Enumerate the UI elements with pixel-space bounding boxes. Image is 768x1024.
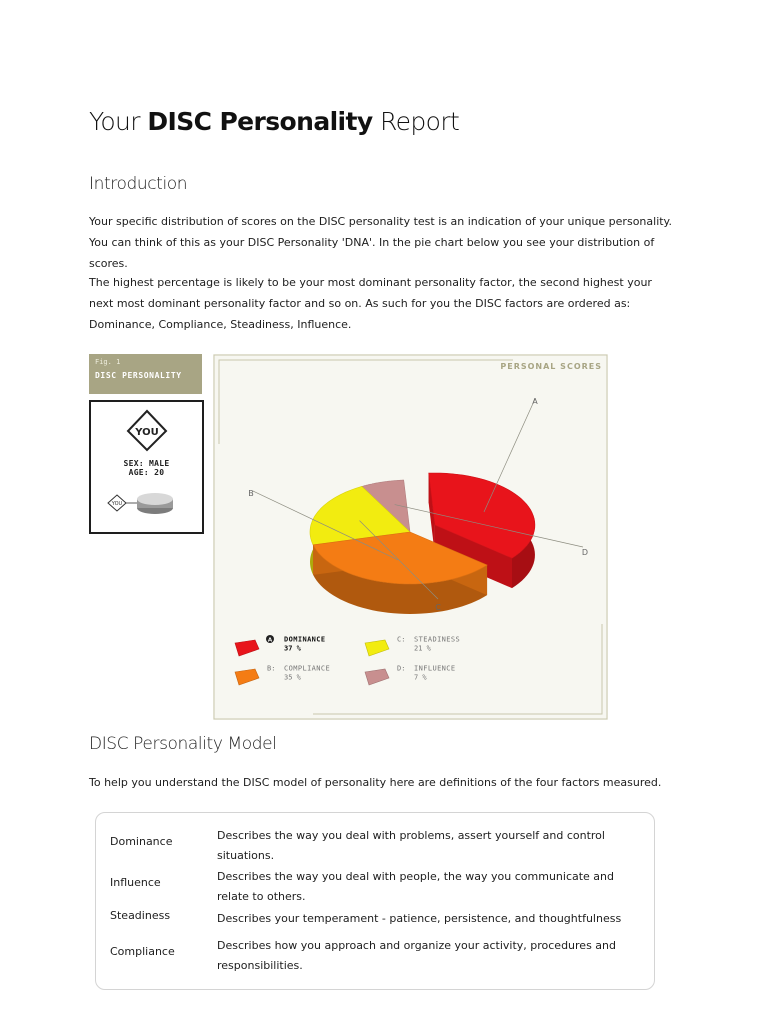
legend-name-a: DOMINANCE bbox=[284, 635, 326, 644]
factor-description: Describes the way you deal with problems, assert yourself and control situations. bbox=[217, 829, 605, 862]
pie-callout-d: D bbox=[581, 548, 589, 557]
svg-text:A: A bbox=[267, 637, 273, 644]
intro-paragraph-1: Your specific distribution of scores on the DISC personality test is an indication of your unique personality. You can think of this as your DISC Personality 'DNA'. In the pie chart below you see your distribution of scores. bbox=[89, 215, 672, 270]
factor-description: Describes how you approach and organize your activity, procedures and responsibilities. bbox=[217, 939, 616, 972]
legend-value-a: 37 % bbox=[284, 644, 301, 653]
introduction-heading: Introduction bbox=[89, 174, 188, 194]
profile-box bbox=[89, 400, 204, 534]
legend-name-c: STEADINESS bbox=[414, 635, 461, 644]
pie-callout-b: B bbox=[248, 489, 254, 498]
factor-description: Describes your temperament - patience, persistence, and thoughtfulness bbox=[217, 912, 622, 925]
factor-name: Steadiness bbox=[110, 909, 171, 922]
figure-name: DISC PERSONALITY bbox=[95, 371, 182, 380]
chart-title: PERSONAL SCORES bbox=[500, 362, 602, 371]
legend-value-d: 7 % bbox=[414, 673, 427, 682]
profile-sex: SEX: MALE bbox=[123, 459, 170, 468]
title-suffix: Report bbox=[379, 107, 460, 136]
factor-name: Influence bbox=[110, 876, 161, 889]
page-title bbox=[89, 107, 459, 136]
pie-callout-a: A bbox=[532, 397, 538, 406]
profile-info bbox=[91, 459, 202, 477]
legend-name-d: INFLUENCE bbox=[414, 664, 456, 673]
model-heading: DISC Personality Model bbox=[89, 734, 277, 754]
pie-callout-c: C bbox=[435, 603, 441, 612]
profile-age: AGE: 20 bbox=[128, 468, 165, 477]
svg-text:YOU: YOU bbox=[111, 501, 123, 507]
legend-prefix-b: B: bbox=[267, 664, 276, 673]
legend-value-b: 35 % bbox=[284, 673, 301, 682]
pie-chart bbox=[213, 354, 608, 720]
factor-description: Describes the way you deal with people, the way you communicate and relate to others. bbox=[217, 870, 614, 903]
intro-paragraph-2: The highest percentage is likely to be your most dominant personality factor, the second highest your next most dominant personality factor and so on. As such for you the DISC factors are ordered as: Dominance, Compliance, Steadiness, Influence. bbox=[89, 276, 652, 331]
legend-prefix-d: D: bbox=[397, 664, 406, 673]
legend-name-b: COMPLIANCE bbox=[284, 664, 331, 673]
legend-value-c: 21 % bbox=[414, 644, 431, 653]
pie-chart-panel bbox=[213, 354, 608, 720]
factor-name: Compliance bbox=[110, 945, 175, 958]
figure-number: Fig. 1 bbox=[95, 358, 121, 366]
factor-name: Dominance bbox=[110, 835, 173, 848]
title-prefix: Your bbox=[89, 107, 140, 136]
you-label: YOU bbox=[135, 427, 159, 438]
title-bold: DISC Personality bbox=[147, 107, 373, 136]
figure-tag bbox=[89, 354, 202, 394]
model-intro: To help you understand the DISC model of personality here are definitions of the four factors measured. bbox=[89, 776, 662, 789]
legend-prefix-c: C: bbox=[397, 635, 406, 644]
factor-definitions-table bbox=[95, 812, 655, 990]
